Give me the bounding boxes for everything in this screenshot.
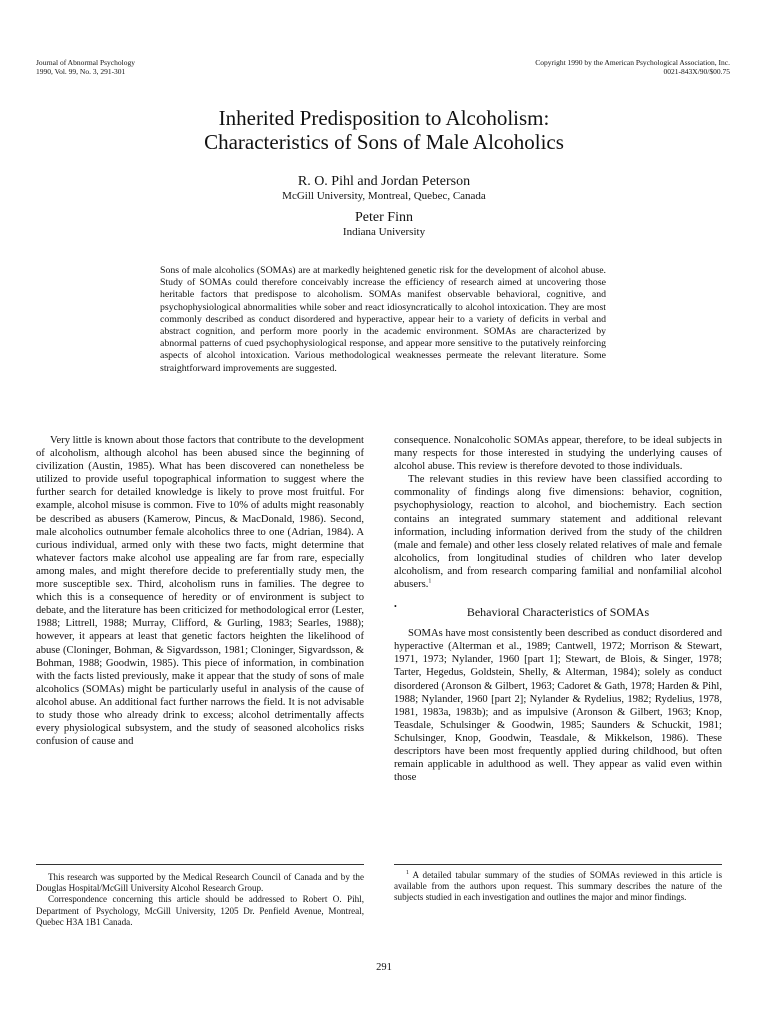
footnote-divider — [36, 864, 364, 865]
body-paragraph — [394, 473, 722, 591]
correspondence-note: Correspondence concerning this article should be addressed to Robert O. Pihl, Department of Psychology, McGill University, 1205 Dr. Penfield Avenue, Montreal, Quebec H3A 1B1 Canada. — [36, 894, 364, 927]
footnote-text: A detailed tabular summary of the studies of SOMAs reviewed in this article is available from the authors upon request. This summary describes the nature of the subjects studied in each investigation and outlines the major and minor findings. — [394, 870, 722, 903]
footnote-divider — [394, 864, 722, 865]
body-column-right — [394, 434, 722, 784]
author-group-2 — [0, 210, 768, 239]
section-heading-text: Behavioral Characteristics of SOMAs — [466, 605, 650, 620]
copyright-notice — [535, 58, 730, 76]
title-line-2: Characteristics of Sons of Male Alcoholics — [204, 130, 564, 154]
body-column-left — [36, 434, 364, 748]
author-note — [36, 872, 364, 928]
author-affiliation-2: Indiana University — [342, 226, 426, 238]
author-names-2: Peter Finn — [355, 210, 413, 225]
section-heading — [394, 602, 722, 620]
journal-name: Journal of Abnormal Psychology — [36, 58, 135, 67]
footnote — [394, 870, 722, 904]
footnote-text-block — [394, 870, 722, 904]
copyright-line: Copyright 1990 by the American Psychological Association, Inc. — [535, 58, 730, 67]
funding-note: This research was supported by the Medical Research Council of Canada and by the Douglas Hospital/McGill University Alcohol Research Group. — [36, 872, 364, 894]
title-line-1: Inherited Predisposition to Alcoholism: — [218, 106, 550, 130]
abstract: Sons of male alcoholics (SOMAs) are at markedly heightened genetic risk for the development of alcohol abuse. Study of SOMAs could therefore conceivably increase the efficiency of research aimed at uncovering those heritable factors that predispose to alcoholism. SOMAs manifest observable behavioral, cognitive, and psychophysiological abnormalities while sober and react idiosyncratically to alcohol intoxication. They are most commonly described as conduct disordered and hyperactive, appear heir to a variety of deficits in verbal and abstract cognition, and perform more poorly in the academic environment. SOMAs are characterized by abnormal patterns of cued psychophysiological response, and appear more sensitive to the putatively reinforcing aspects of alcohol intoxication. Various methodological weaknesses permeate the relevant literature. Some straightforward improvements are suggested. — [160, 265, 606, 374]
author-group-1 — [0, 174, 768, 203]
issn-code: 0021-843X/90/$00.75 — [663, 67, 730, 76]
footnote-reference[interactable]: 1 — [428, 578, 432, 585]
body-paragraph: Very little is known about those factors that contribute to the development of alcoholism, although alcohol has been abused since the beginning of civilization (Austin, 1985). What has been discovered can nonetheless be utilized to provide useful topographical information to suggest where the further search for detailed knowledge is likely to prove most fruitful. For example, alcohol misuse is common. Five to 10% of adults might reasonably be described as abusers (Kamerow, Pincus, & MacDonald, 1986). Second, male alcoholics outnumber female alcoholics three to one (Adrian, 1984). A curious individual, armed only with these two facts, might determine that whatever factors make alcohol use appealing are far from rare, especially among males, and might therefore decide to preferentially study men, the more susceptible sex. Third, alcoholism runs in families. The degree to which this is a consequence of heredity or of environment is subject to debate, and the literature has been criticized for methodological error (Lester, 1988; Littrell, 1988; Murray, Clifford, & Gurling, 1983; Searles, 1988); however, it appears at least that genetic factors heighten the likelihood of abuse (Cloninger, Bohman, & Sigvardsson, 1981; Cloninger, Sigvardsson, & Bohman, 1988; Goodwin, 1985). This piece of information, in combination with the facts listed previously, make it appear that the study of sons of male alcoholics (SOMAs) might be particularly useful in analysis of the cause of alcohol abuse. An additional fact further narrows the field. It is not advisable to study those who already drink to excess; alcohol detrimentally affects every physiological subsystem, and the study of seasoned alcoholics risks confusion of cause and — [36, 435, 364, 748]
footnote-marker: 1 — [406, 869, 409, 876]
author-block — [0, 174, 768, 239]
article-title — [0, 106, 768, 154]
author-names-1: R. O. Pihl and Jordan Peterson — [297, 174, 471, 189]
journal-citation — [36, 58, 135, 76]
body-paragraph: SOMAs have most consistently been described as conduct disordered and hyperactive (Alterman et al., 1989; Cantwell, 1972; Morrison & Stewart, 1971, 1973; Nylander, 1960 [part 1]; Stewart, de Blois, & Singer, 1978; Tarter, Hegedus, Goldstein, Shelly, & Alterman, 1984); solely as conduct disordered (Aronson & Gilbert, 1963; Cadoret & Gath, 1978; Harden & Pihl, 1988; Nylander, 1960 [part 2]; Nylander & Rydelius, 1982; Rydelius, 1978, 1981, 1983a, 1983b); and as impulsive (Aronson & Gilbert, 1963; Knop, Teasdale, Schulsinger & Goodwin, 1985; Saunders & Schuckit, 1981; Schulsinger, Knop, Goodwin, Teasdale, & Mikkelson, 1986). These descriptors have been most frequently applied during childhood, but often remain applicable in adulthood as well. They appear as valid even within those — [394, 628, 722, 784]
body-paragraph-text: The relevant studies in this review have been classified according to commonality of findings along five dimensions: behavior, cognition, psychophysiology, reaction to alcohol, and biochemistry. Each section contains an integrated summary statement and additional relevant information, including information derived from the study of the children (male and female) and other less closely related relatives of male and female alcoholics, from longitudinal studies of children who later develop alcoholism, and from research comparing familial and nonfamilial alcohol abusers. — [394, 474, 722, 591]
author-affiliation-1: McGill University, Montreal, Quebec, Canada — [282, 190, 486, 202]
journal-volume: 1990, Vol. 99, No. 3, 291-301 — [36, 67, 126, 76]
page-number: 291 — [376, 962, 392, 973]
margin-mark: • — [394, 602, 397, 612]
body-paragraph: consequence. Nonalcoholic SOMAs appear, therefore, to be ideal subjects in many respects for those interested in studying the underlying causes of alcohol abuse. This review is therefore devoted to those individuals. — [394, 435, 722, 473]
